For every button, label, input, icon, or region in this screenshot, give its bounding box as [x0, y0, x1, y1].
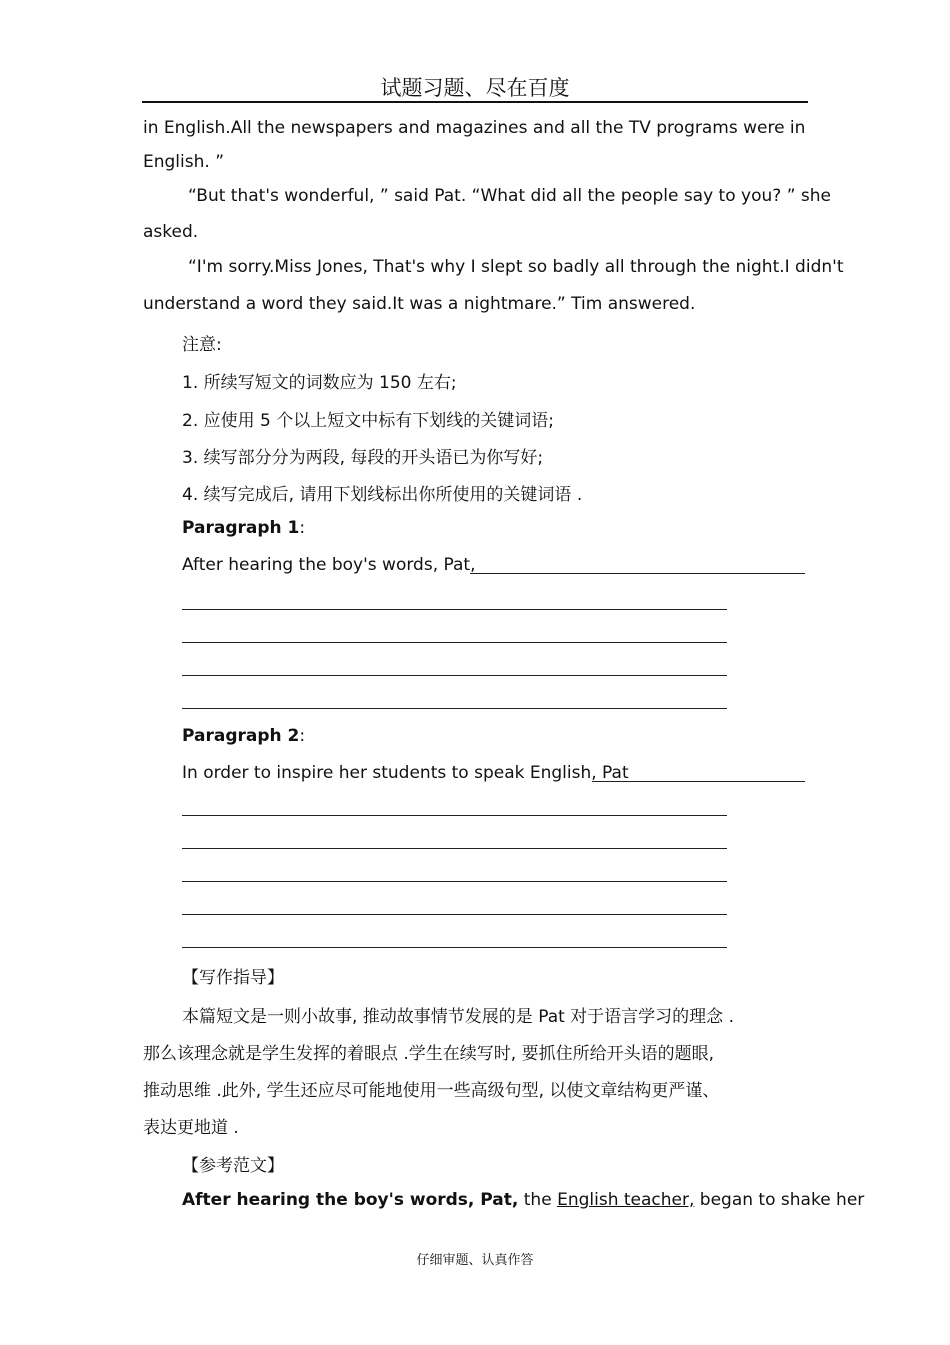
sample-first-line	[182, 1190, 864, 1210]
guidance-line-4: 表达更地道 .	[143, 1118, 239, 1138]
writing-blank-line	[182, 914, 727, 915]
story-line-1: in English.All the newspapers and magazines and all the TV programs were in	[143, 118, 806, 138]
writing-blank-line	[182, 881, 727, 882]
paragraph-1-colon: :	[299, 518, 306, 538]
note-item: 3. 续写部分分为两段, 每段的开头语已为你写好;	[182, 448, 544, 468]
note-item: 2. 应使用 5 个以上短文中标有下划线的关键词语;	[182, 411, 554, 431]
paragraph-1-label: Paragraph 1	[182, 518, 300, 538]
guidance-heading: 【写作指导】	[182, 968, 284, 988]
page-header-title: 试题习题、尽在百度	[380, 76, 570, 100]
writing-blank-line	[182, 675, 727, 676]
writing-blank-line	[182, 947, 727, 948]
writing-blank-line	[182, 642, 727, 643]
writing-blank-line	[182, 848, 727, 849]
story-line-5: “I'm sorry.Miss Jones, That's why I slept so badly all through the night.I didn't	[188, 257, 844, 277]
guidance-line-3: 推动思维 .此外, 学生还应尽可能地使用一些高级句型, 以使文章结构更严谨、	[143, 1081, 720, 1101]
header-divider	[142, 101, 808, 103]
guidance-line-1: 本篇短文是一则小故事, 推动故事情节发展的是 Pat 对于语言学习的理念 .	[182, 1007, 734, 1027]
story-line-3: “But that's wonderful, ” said Pat. “What did all the people say to you? ” she	[188, 186, 831, 206]
writing-blank-line	[182, 815, 727, 816]
writing-blank-inline	[470, 573, 805, 574]
sample-underlined-keyword: English teacher,	[557, 1190, 695, 1210]
paragraph-2-colon: :	[299, 726, 306, 746]
sample-text: the	[518, 1190, 558, 1210]
paragraph-2-label: Paragraph 2	[182, 726, 300, 746]
paragraph-1-heading	[182, 518, 305, 538]
story-line-4: asked.	[143, 222, 199, 242]
story-line-2: English. ”	[143, 152, 224, 172]
page-footer: 仔细审题、认真作答	[416, 1253, 534, 1268]
notes-heading: 注意:	[182, 335, 222, 355]
sample-heading: 【参考范文】	[182, 1156, 284, 1176]
note-item: 4. 续写完成后, 请用下划线标出你所使用的关键词语 .	[182, 485, 583, 505]
sample-bold-lead: After hearing the boy's words, Pat,	[182, 1190, 519, 1210]
story-line-6: understand a word they said.It was a nightmare.” Tim answered.	[143, 294, 696, 314]
writing-blank-line	[182, 708, 727, 709]
writing-blank-line	[182, 609, 727, 610]
sample-text-rest: began to shake her	[694, 1190, 865, 1210]
paragraph-1-opening: After hearing the boy's words, Pat,	[182, 555, 476, 575]
writing-blank-inline	[592, 781, 805, 782]
note-item: 1. 所续写短文的词数应为 150 左右;	[182, 373, 457, 393]
guidance-line-2: 那么该理念就是学生发挥的着眼点 .学生在续写时, 要抓住所给开头语的题眼,	[143, 1044, 715, 1064]
paragraph-2-heading	[182, 726, 305, 746]
paragraph-2-opening: In order to inspire her students to speak English, Pat	[182, 763, 629, 783]
